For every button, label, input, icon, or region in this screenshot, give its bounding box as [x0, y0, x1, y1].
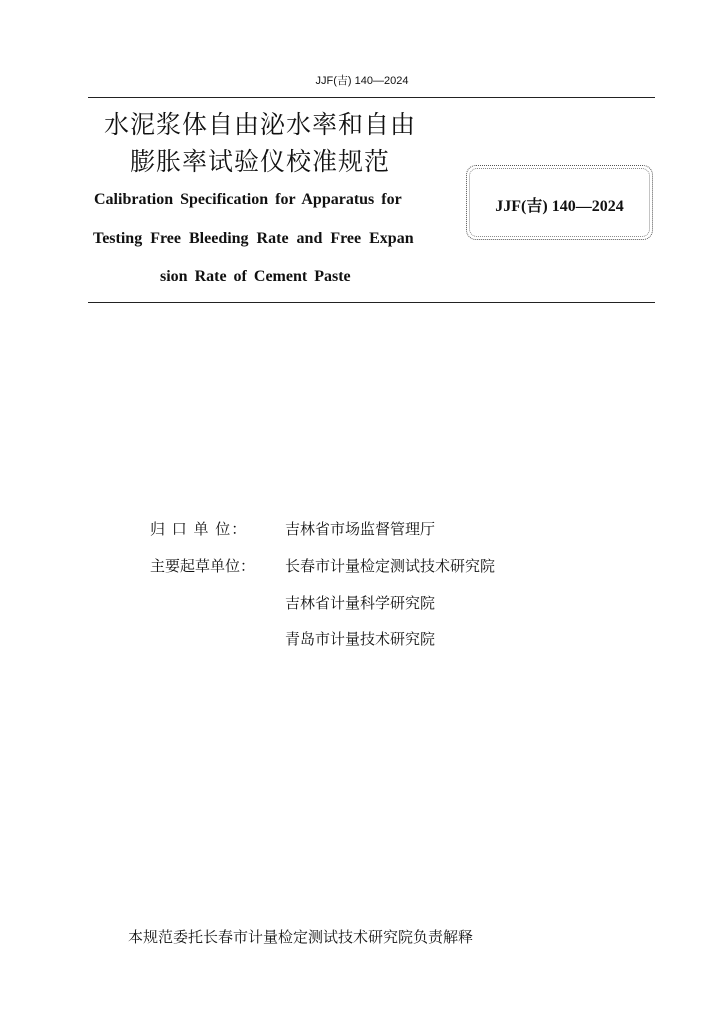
title-bottom-rule [88, 302, 655, 303]
chinese-title-line-2: 膨胀率试验仪校准规范 [130, 147, 391, 176]
drafting-unit-value-1: 长春市计量检定测试技术研究院 [285, 557, 496, 575]
standard-code-box [466, 165, 653, 240]
drafting-unit-value-2: 吉林省计量科学研究院 [285, 594, 436, 612]
english-title-line-3: sion Rate of Cement Paste [160, 268, 351, 285]
responsible-unit-value: 吉林省市场监督管理厅 [285, 520, 436, 538]
english-title-line-2: Testing Free Bleeding Rate and Free Expan [93, 230, 414, 247]
chinese-title-line-1: 水泥浆体自由泌水率和自由 [104, 110, 417, 139]
responsible-unit-label: 归 口 单 位： [150, 520, 248, 538]
interpretation-note: 本规范委托长春市计量检定测试技术研究院负责解释 [128, 928, 474, 946]
drafting-unit-label: 主要起草单位： [150, 557, 256, 575]
top-rule [88, 97, 655, 98]
drafting-unit-value-3: 青岛市计量技术研究院 [285, 630, 436, 648]
code-box-text: JJF(吉) 140—2024 [495, 198, 624, 215]
english-title-line-1: Calibration Specification for Apparatus for [94, 191, 402, 208]
header-standard-code: JJF(吉) 140—2024 [315, 75, 409, 87]
